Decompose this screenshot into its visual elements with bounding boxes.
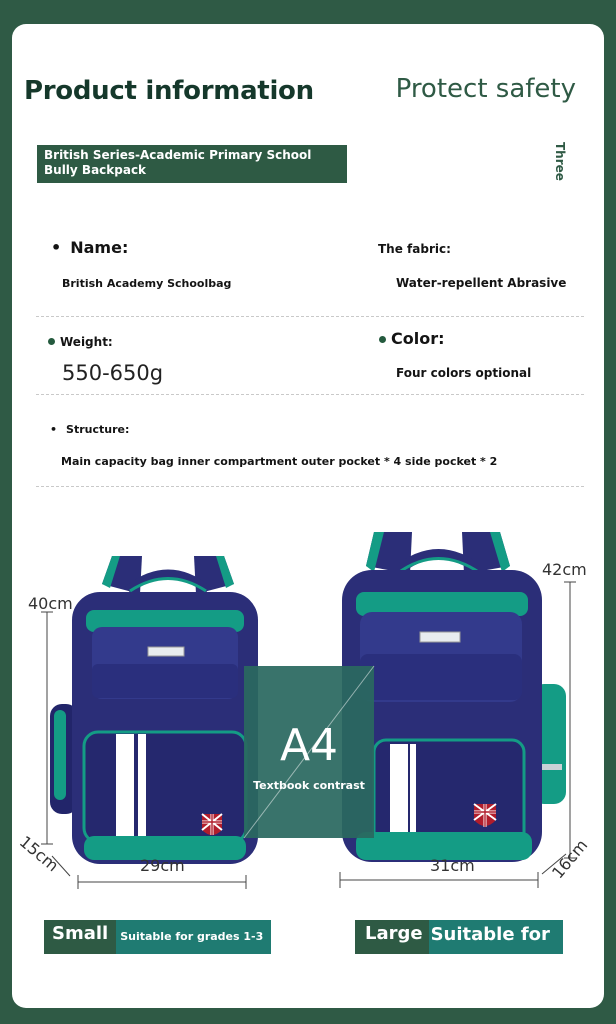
page-subtitle: Protect safety xyxy=(395,74,576,104)
large-height-label: 42cm xyxy=(542,560,587,579)
dot-icon xyxy=(379,336,386,343)
name-label: Name: xyxy=(70,238,129,257)
small-depth-label: 15cm xyxy=(15,832,63,876)
small-grade-label: Suitable for grades 1-3 xyxy=(116,920,271,954)
large-size-label: Large xyxy=(355,920,429,954)
divider xyxy=(36,316,584,317)
name-value: British Academy Schoolbag xyxy=(62,277,232,290)
structure-row xyxy=(50,418,129,437)
dot-icon xyxy=(48,338,55,345)
weight-value: 550-650g xyxy=(62,361,164,385)
small-height-label: 40cm xyxy=(28,594,73,613)
weight-label: Weight: xyxy=(60,335,113,349)
product-series-banner: British Series-Academic Primary School Bully Backpack xyxy=(37,145,347,183)
fabric-value: Water-repellent Abrasive xyxy=(396,276,567,290)
large-size-tag xyxy=(355,920,563,975)
fabric-label: The fabric: xyxy=(378,242,451,256)
a4-subtitle: Textbook contrast xyxy=(253,779,365,792)
large-depth-label: 16cm xyxy=(548,835,592,883)
small-backpack xyxy=(50,556,258,864)
color-label: Color: xyxy=(391,329,445,348)
divider xyxy=(36,486,584,487)
a4-contrast-panel xyxy=(244,666,374,838)
product-info-card xyxy=(12,24,604,1008)
page-title: Product information xyxy=(24,76,314,106)
structure-value: Main capacity bag inner compartment outer pocket * 4 side pocket * 2 xyxy=(61,455,498,468)
bullet-icon: • xyxy=(50,423,58,436)
small-width-label: 29cm xyxy=(140,856,185,875)
color-row xyxy=(379,329,445,348)
name-row xyxy=(51,238,128,257)
weight-row xyxy=(48,331,113,350)
a4-title: A4 xyxy=(279,720,339,771)
large-grade-label: Suitable for grades 3-6 xyxy=(429,920,563,954)
large-width-label: 31cm xyxy=(430,856,475,875)
color-value: Four colors optional xyxy=(396,366,532,380)
bullet-icon: • xyxy=(51,238,62,257)
vertical-label: Three xyxy=(553,142,567,181)
small-size-tag xyxy=(44,920,271,954)
large-backpack xyxy=(342,532,566,862)
divider xyxy=(36,394,584,395)
small-size-label: Small xyxy=(44,920,116,954)
structure-label: Structure: xyxy=(66,423,130,436)
